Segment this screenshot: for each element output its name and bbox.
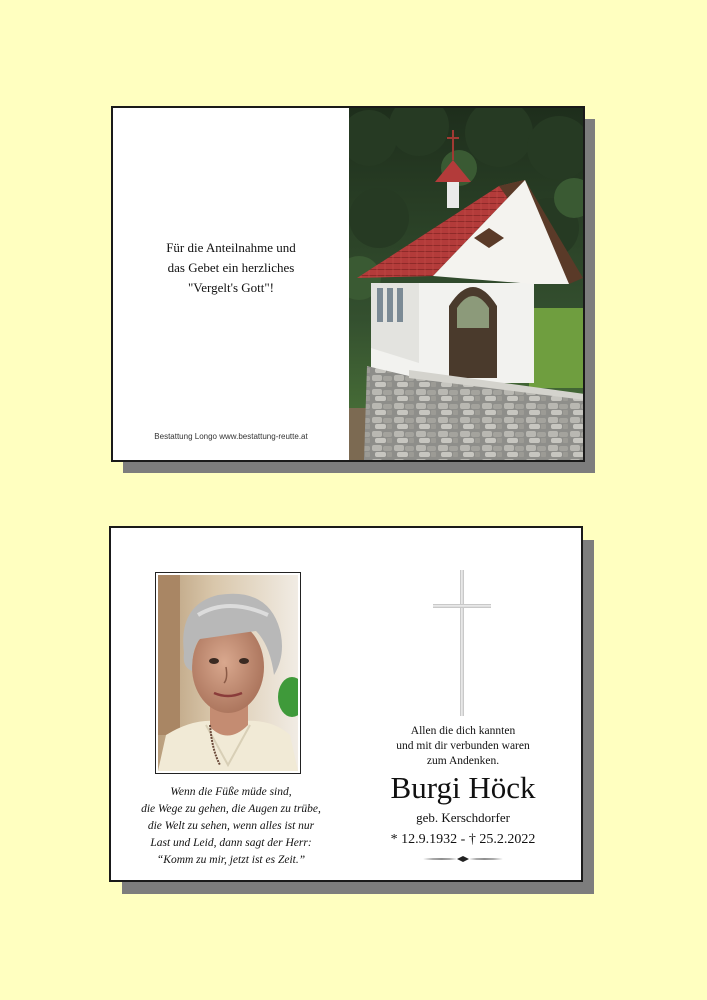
front-card-text-panel [113, 108, 349, 460]
poem-line: die Wege zu gehen, die Augen zu trübe, [141, 803, 321, 815]
memory-line: Allen die dich kannten [410, 725, 516, 737]
poem-line: “Komm zu mir, jetzt ist es Zeit.” [156, 854, 306, 866]
deceased-name: Burgi Höck [390, 770, 536, 805]
memory-line: zum Andenken. [426, 755, 500, 767]
memory-text [347, 724, 579, 769]
thanks-line: "Vergelt's Gott"! [187, 280, 274, 295]
poem-line: die Welt zu sehen, wenn alles ist nur [147, 820, 315, 832]
thanks-line: das Gebet ein herzliches [167, 260, 295, 275]
divider-ornament [423, 855, 503, 863]
poem-text [111, 784, 351, 869]
life-dates: * 12.9.1932 - † 25.2.2022 [390, 832, 536, 847]
thanks-text [113, 238, 349, 298]
poem-line: Wenn die Füße müde sind, [170, 786, 292, 798]
portrait-photo [158, 575, 298, 771]
funeral-home-footer: Bestattung Longo www.bestattung-reutte.at [154, 432, 308, 441]
maiden-name: geb. Kerschdorfer [416, 810, 510, 825]
front-card [111, 106, 585, 462]
poem-line: Last und Leid, dann sagt der Herr: [150, 837, 312, 849]
memory-line: und mit dir verbunden waren [396, 740, 530, 752]
thanks-line: Für die Anteilnahme und [166, 240, 296, 255]
portrait-frame [155, 572, 301, 774]
chapel-photo [349, 108, 585, 460]
memorial-card [109, 526, 583, 882]
cross-icon [431, 568, 493, 718]
